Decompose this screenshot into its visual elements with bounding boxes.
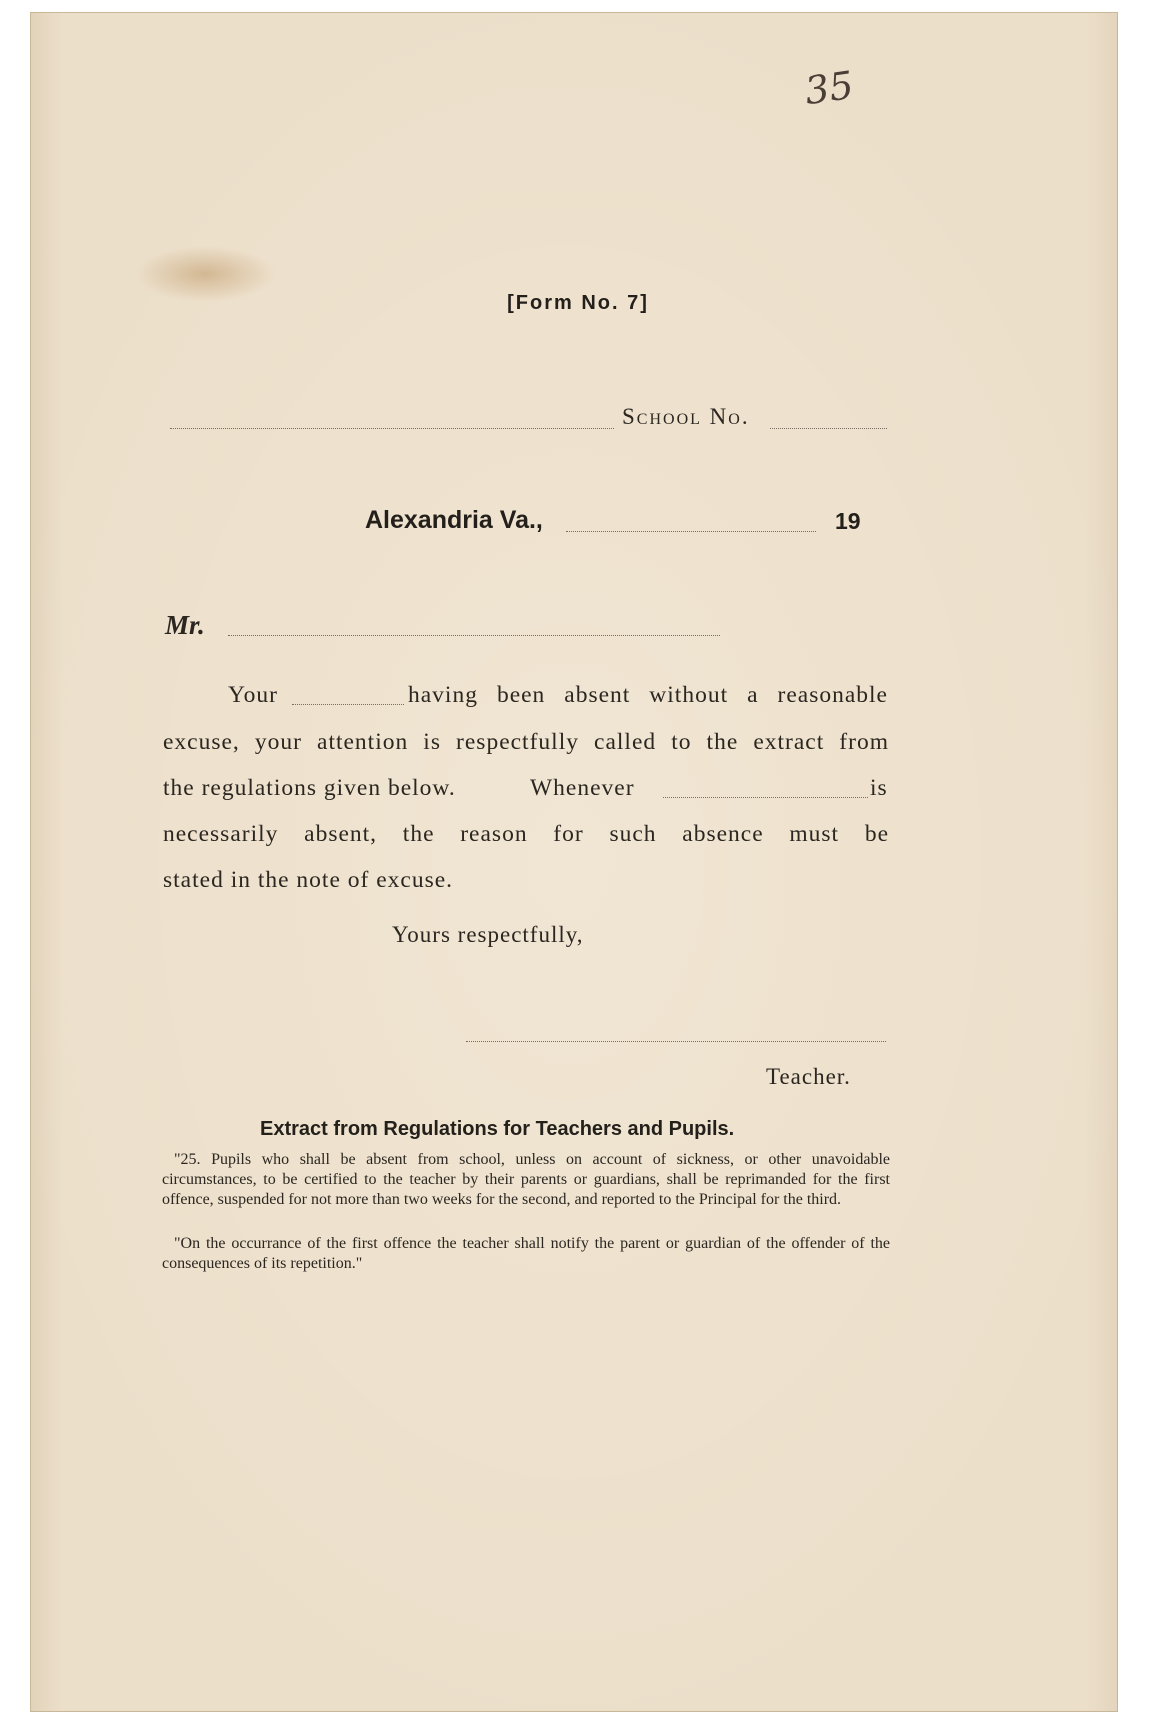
form-number: [Form No. 7]: [507, 292, 649, 314]
school-number-label: School No.: [622, 404, 750, 429]
school-number-blank: [770, 428, 887, 429]
teacher-title: Teacher.: [766, 1064, 851, 1089]
recipient-name-blank: [228, 635, 720, 636]
body-line-1-rest: having been absent without a reasonable: [408, 682, 888, 708]
pupil-relation-blank: [292, 704, 404, 705]
extract-title: Extract from Regulations for Teachers and Pupils.: [260, 1118, 735, 1140]
signature-blank: [466, 1041, 886, 1042]
handwritten-number: 35: [802, 62, 857, 114]
body-line-2: excuse, your attention is respectfully called to the extract from: [163, 729, 889, 755]
body-line-3-start: the regulations given below.: [163, 775, 456, 801]
body-line-1-word: Your: [228, 682, 278, 708]
body-line-3-mid: Whenever: [530, 775, 635, 801]
date-blank: [566, 531, 816, 532]
body-line-5: stated in the note of excuse.: [163, 867, 454, 893]
salutation-mr: Mr.: [165, 610, 205, 640]
form-paper: [30, 12, 1118, 1712]
body-line-3-end: is: [870, 775, 888, 801]
pupil-name-blank: [663, 797, 868, 798]
school-name-blank: [170, 428, 614, 429]
year-prefix: 19: [835, 508, 861, 534]
regulation-paragraph-1: "25. Pupils who shall be absent from school, unless on account of sickness, or other unavoidable circumstances, to be certified to the teacher by their parents or guardians, shall be reprimanded for the first offence, suspended for not more than two weeks for the second, and reported to the Principal for the third.: [162, 1151, 890, 1208]
city-date-label: Alexandria Va.,: [365, 506, 543, 534]
closing-salute: Yours respectfully,: [392, 922, 584, 947]
regulation-paragraph-2: "On the occurrance of the first offence the teacher shall notify the parent or guardian of the offender of the consequences of its repetition.": [162, 1235, 890, 1272]
body-line-4: necessarily absent, the reason for such absence must be: [163, 821, 889, 847]
